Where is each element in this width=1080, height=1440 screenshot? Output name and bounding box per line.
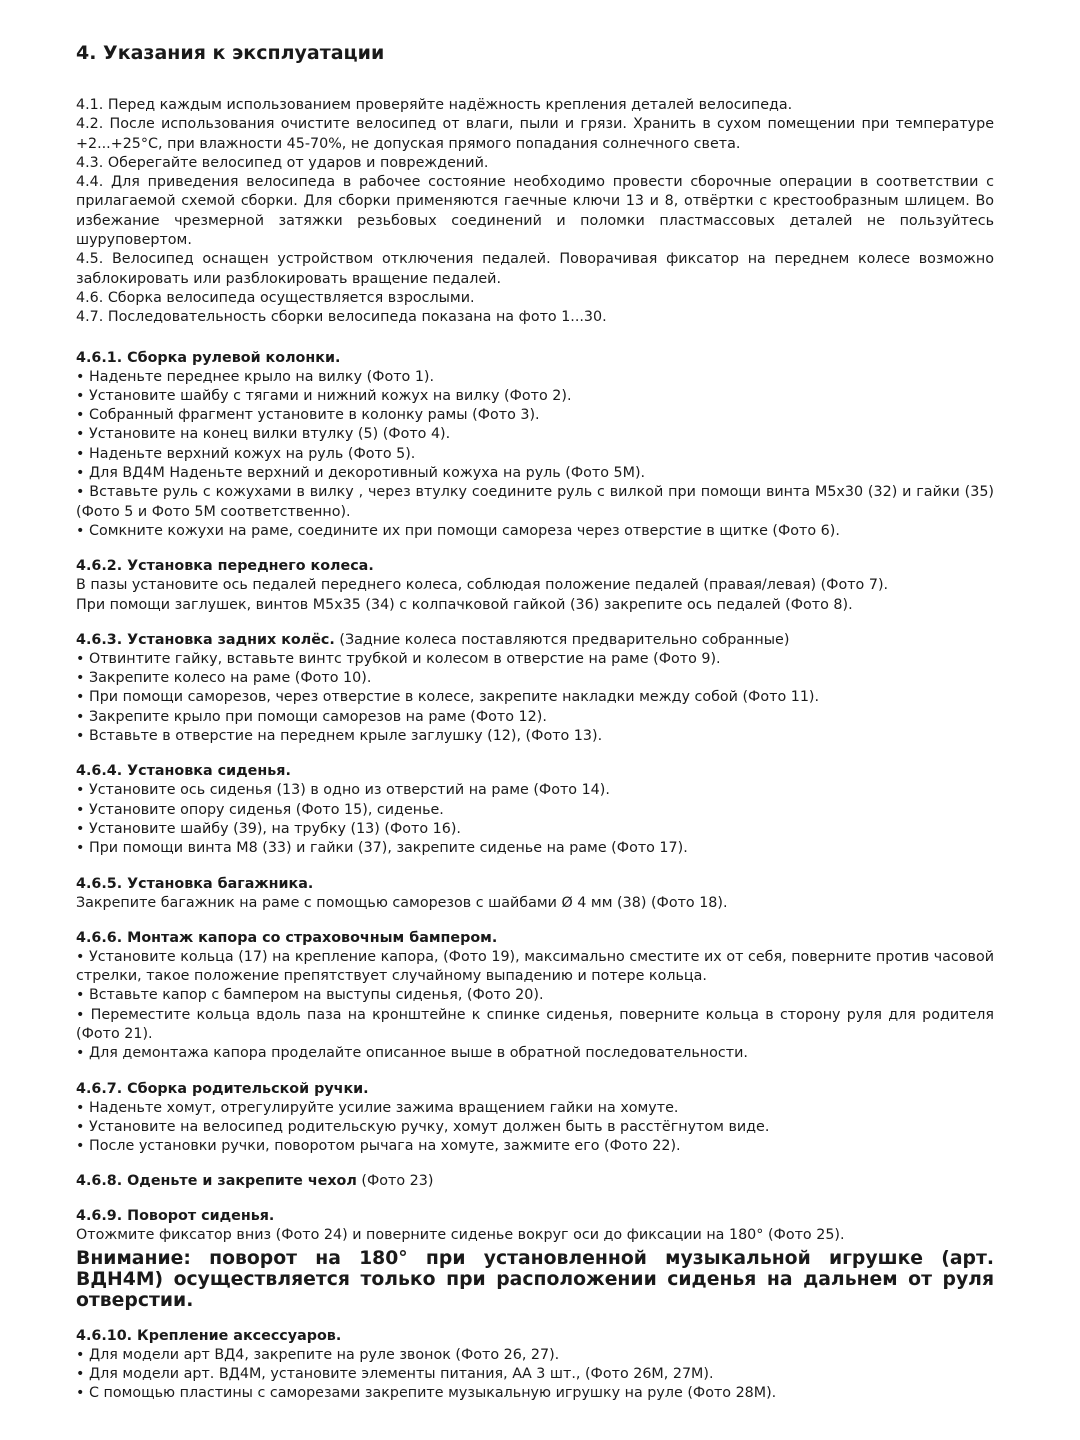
section-line: • Установите опору сиденья (Фото 15), сиденье. bbox=[76, 801, 444, 818]
intro-paragraph: 4.2. После использования очистите велосипед от влаги, пыли и грязи. Хранить в сухом помещении при температуре +2...+25°С, при влажности 45-70%, не допуская прямого попадания солнечного света. bbox=[76, 116, 994, 152]
section-line: • Для ВД4М Наденьте верхний и декоротивный кожуха на руль (Фото 5М). bbox=[76, 465, 646, 482]
section-front-wheel bbox=[76, 556, 994, 615]
section-line: • Установите кольца (17) на крепление капора, (Фото 19), максимально сместите их от себя, поверните против часовой стрелки, такое положение препятствует случайному выпадению и потере кольца. bbox=[76, 948, 994, 985]
section-heading-text: 4.6.8. Оденьте и закрепите чехол bbox=[76, 1173, 357, 1190]
section-parent-handle bbox=[76, 1079, 994, 1157]
section-line: • Для модели арт. ВД4М, установите элементы питания, АА 3 шт., (Фото 26М, 27М). bbox=[76, 1366, 714, 1383]
section-heading-text: 4.6.10. Крепление аксессуаров. bbox=[76, 1327, 342, 1344]
section-heading bbox=[76, 761, 994, 781]
section-line: • Вставьте в отверстие на переднем крыле заглушку (12), (Фото 13). bbox=[76, 728, 603, 745]
section-line: • Установите шайбу (39), на трубку (13) (Фото 16). bbox=[76, 820, 461, 837]
section-heading-text: 4.6.9. Поворот сиденья. bbox=[76, 1208, 275, 1225]
section-line: • Для демонтажа капора проделайте описанное выше в обратной последовательности. bbox=[76, 1045, 748, 1062]
section-heading-text: 4.6.3. Установка задних колёс. bbox=[76, 631, 335, 648]
section-line: • Вставьте капор с бампером на выступы сиденья, (Фото 20). bbox=[76, 987, 544, 1004]
warning-text: Внимание: поворот на 180° при установленной музыкальной игрушке (арт. ВДН4М) осуществляется только при расположении сиденья на дальнем от руля отверстии. bbox=[76, 1247, 994, 1311]
section-heading-text: 4.6.2. Установка переднего колеса. bbox=[76, 558, 374, 575]
section-heading bbox=[76, 1326, 994, 1346]
intro-block bbox=[76, 96, 994, 328]
section-heading bbox=[76, 1206, 994, 1226]
section-line: • При помощи винта М8 (33) и гайки (37), закрепите сиденье на раме (Фото 17). bbox=[76, 840, 688, 857]
document-page bbox=[76, 40, 994, 1404]
section-line: При помощи заглушек, винтов М5х35 (34) с колпачковой гайкой (36) закрепите ось педалей (Фото 8). bbox=[76, 596, 853, 613]
section-accessories bbox=[76, 1326, 994, 1404]
section-heading-text: 4.6.7. Сборка родительской ручки. bbox=[76, 1080, 369, 1097]
intro-paragraph: 4.1. Перед каждым использованием проверяйте надёжность крепления деталей велосипеда. bbox=[76, 97, 793, 113]
section-line: • После установки ручки, поворотом рычага на хомуте, зажмите его (Фото 22). bbox=[76, 1138, 681, 1155]
section-line: Закрепите багажник на раме с помощью саморезов с шайбами Ø 4 мм (38) (Фото 18). bbox=[76, 894, 728, 911]
section-line: • Установите шайбу с тягами и нижний кожух на вилку (Фото 2). bbox=[76, 387, 572, 404]
intro-paragraph: 4.7. Последовательность сборки велосипеда показана на фото 1...30. bbox=[76, 309, 607, 326]
section-line: • Отвинтите гайку, вставьте винтс трубкой и колесом в отверстие на раме (Фото 9). bbox=[76, 650, 721, 667]
section-heading-text: 4.6.6. Монтаж капора со страховочным бампером. bbox=[76, 929, 498, 946]
section-heading bbox=[76, 630, 994, 650]
section-line: • Наденьте верхний кожух на руль (Фото 5). bbox=[76, 445, 416, 462]
section-heading-note: (Фото 23) bbox=[356, 1173, 434, 1190]
section-heading bbox=[76, 928, 994, 948]
section-heading-text: 4.6.1. Сборка рулевой колонки. bbox=[76, 349, 341, 366]
section-line: • Закрепите колесо на раме (Фото 10). bbox=[76, 670, 372, 687]
intro-paragraph: 4.6. Сборка велосипеда осуществляется взрослыми. bbox=[76, 289, 475, 306]
section-heading bbox=[76, 874, 994, 894]
section-line: • Наденьте переднее крыло на вилку (Фото 1). bbox=[76, 368, 435, 385]
section-rear-wheels bbox=[76, 630, 994, 746]
section-line: • С помощью пластины с саморезами закрепите музыкальную игрушку на руле (Фото 28М). bbox=[76, 1385, 777, 1402]
section-cover bbox=[76, 1171, 994, 1191]
intro-paragraph: 4.3. Оберегайте велосипед от ударов и повреждений. bbox=[76, 154, 489, 171]
section-heading bbox=[76, 556, 994, 576]
section-line: • Наденьте хомут, отрегулируйте усилие зажима вращением гайки на хомуте. bbox=[76, 1099, 679, 1116]
section-line: • Установите на конец вилки втулку (5) (Фото 4). bbox=[76, 426, 451, 443]
section-line: • Установите на велосипед родительскую ручку, хомут должен быть в расстёгнутом виде. bbox=[76, 1118, 770, 1135]
section-line: В пазы установите ось педалей переднего колеса, соблюдая положение педалей (правая/левая) (Фото 7). bbox=[76, 577, 889, 594]
section-heading bbox=[76, 1079, 994, 1099]
section-line: • Сомкните кожухи на раме, соедините их при помощи самореза через отверстие в щитке (Фото 6). bbox=[76, 522, 840, 539]
section-heading bbox=[76, 1171, 994, 1191]
section-heading-note: (Задние колеса поставляются предварительно собранные) bbox=[334, 631, 790, 648]
section-line: Отожмите фиксатор вниз (Фото 24) и поверните сиденье вокруг оси до фиксации на 180° (Фото 25). bbox=[76, 1227, 845, 1244]
section-steering-column bbox=[76, 348, 994, 542]
section-line: • Закрепите крыло при помощи саморезов на раме (Фото 12). bbox=[76, 708, 547, 725]
section-seat-rotation bbox=[76, 1206, 994, 1310]
section-heading-text: 4.6.4. Установка сиденья. bbox=[76, 763, 291, 780]
section-line: • Для модели арт ВД4, закрепите на руле звонок (Фото 26, 27). bbox=[76, 1346, 560, 1363]
section-luggage-rack bbox=[76, 874, 994, 913]
section-heading bbox=[76, 348, 994, 368]
section-line: • Собранный фрагмент установите в колонку рамы (Фото 3). bbox=[76, 407, 540, 424]
intro-paragraph: 4.4. Для приведения велосипеда в рабочее состояние необходимо провести сборочные операции в соответствии с прилагаемой схемой сборки. Для сборки применяются гаечные ключи 13 и 8, отвёртки с крестообразным шлицем. Во избежание чрезмерной затяжки резьбовых соединений и поломки пластмассовых деталей не пользуйтесь шуруповертом. bbox=[76, 174, 994, 249]
section-seat bbox=[76, 761, 994, 858]
page-title: 4. Указания к эксплуатации bbox=[76, 42, 385, 64]
section-line: • Установите ось сиденья (13) в одно из отверстий на раме (Фото 14). bbox=[76, 782, 610, 799]
section-heading-text: 4.6.5. Установка багажника. bbox=[76, 875, 314, 892]
section-line: • Переместите кольца вдоль паза на кронштейне к спинке сиденья, поверните кольца в сторону руля для родителя (Фото 21). bbox=[76, 1006, 994, 1042]
section-line: • При помощи саморезов, через отверстие в колесе, закрепите накладки между собой (Фото 11). bbox=[76, 689, 820, 706]
section-line: • Вставьте руль с кожухами в вилку , через втулку соедините руль с вилкой при помощи винта М5х30 (32) и гайки (35) (Фото 5 и Фото 5М соответственно). bbox=[76, 484, 994, 520]
intro-paragraph: 4.5. Велосипед оснащен устройством отключения педалей. Поворачивая фиксатор на переднем колесе возможно заблокировать или разблокировать вращение педалей. bbox=[76, 251, 994, 287]
section-hood-bumper bbox=[76, 928, 994, 1064]
